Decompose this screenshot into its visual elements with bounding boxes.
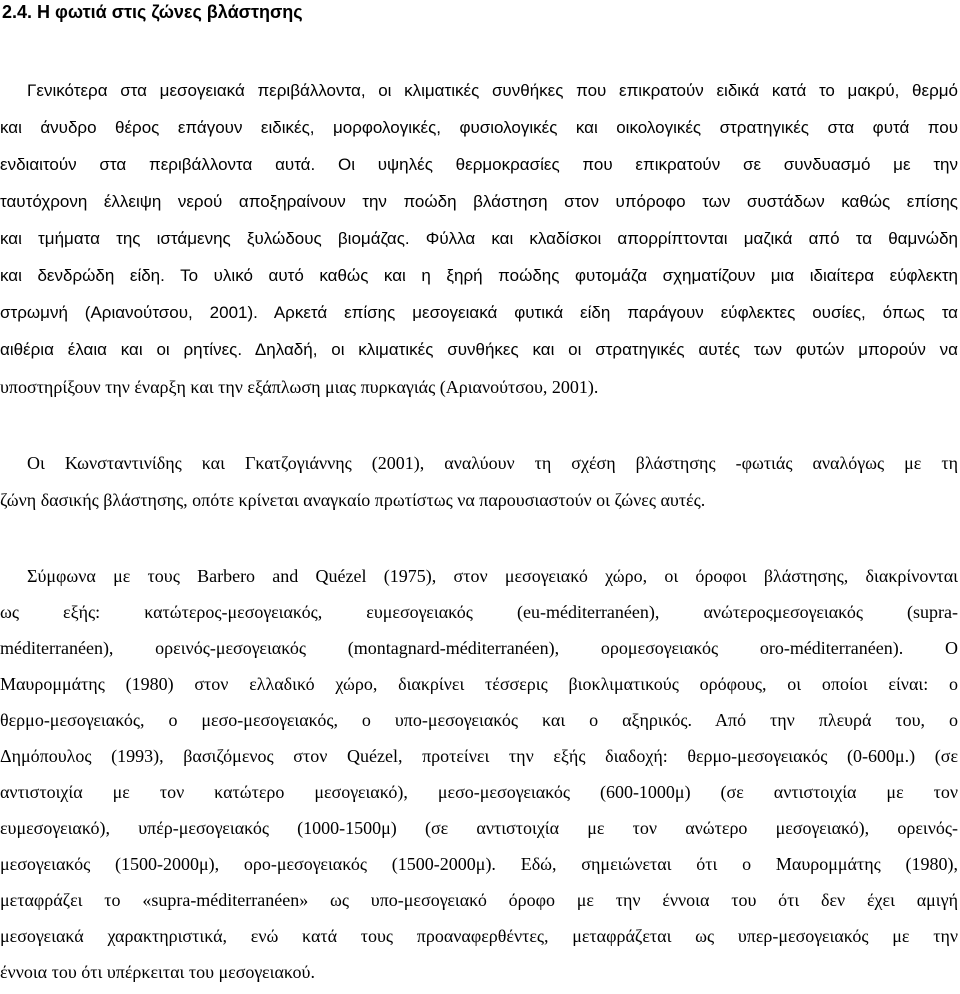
paragraph-line: Γενικότερα στα μεσογειακά περιβάλλοντα, οι κλιματικές συνθήκες που επικρατούν ειδικά κατά το μακρύ, θερμό bbox=[27, 81, 958, 100]
paragraph-line: ευμεσογειακό), υπέρ-μεσογειακός (1000-1500μ) (σε αντιστοιχία με τον ανώτερο μεσογειακό), ορεινός- bbox=[0, 818, 958, 838]
paragraph-line: Δημόπουλος (1993), βασιζόμενος στον Quézel, προτείνει την εξής διαδοχή: θερμο-μεσογειακός (0-600μ.) (σε bbox=[0, 746, 958, 766]
paragraph-line: έννοια του ότι υπέρκειται του μεσογειακού. bbox=[0, 962, 315, 982]
paragraph-line: θερμο-μεσογειακός, ο μεσο-μεσογειακός, ο υπο-μεσογειακός και ο αξηρικός. Από την πλευρά του, ο bbox=[0, 710, 958, 730]
paragraph-line: Οι Κωνσταντινίδης και Γκατζογιάννης (2001), αναλύουν τη σχέση βλάστησης -φωτιάς αναλόγως με τη bbox=[27, 453, 958, 473]
paragraph-line: ως εξής: κατώτερος-μεσογειακός, ευμεσογειακός (eu-méditerranéen), ανώτεροςμεσογειακός (supra- bbox=[0, 602, 958, 622]
paragraph-line: μεσογειακός (1500-2000μ), ορο-μεσογειακός (1500-2000μ). Εδώ, σημειώνεται ότι ο Μαυρομμάτης (1980), bbox=[0, 854, 958, 874]
paragraph-line: méditerranéen), ορεινός-μεσογειακός (montagnard-méditerranéen), ορομεσογειακός oro-méditerranéen). Ο bbox=[0, 638, 958, 658]
section-heading: 2.4. Η φωτιά στις ζώνες βλάστησης bbox=[2, 2, 303, 22]
paragraph-line: και άνυδρο θέρος επάγουν ειδικές, μορφολογικές, φυσιολογικές και οικολογικές στρατηγικές στα φυτά που bbox=[0, 118, 958, 137]
paragraph-line: ενδιαιτούν στα περιβάλλοντα αυτά. Οι υψηλές θερμοκρασίες που επικρατούν σε συνδυασμό με την bbox=[0, 155, 958, 174]
paragraph-line: Μαυρομμάτης (1980) στον ελλαδικό χώρο, διακρίνει τέσσερις βιοκλιματικούς ορόφους, οι οποίοι είναι: ο bbox=[0, 674, 958, 694]
paragraph-line: ταυτόχρονη έλλειψη νερού αποξηραίνουν την ποώδη βλάστηση στον υπόροφο των συστάδων καθώς επίσης bbox=[0, 192, 958, 211]
paragraph-line: υποστηρίξουν την έναρξη και την εξάπλωση μιας πυρκαγιάς (Αριανούτσου, 2001). bbox=[0, 377, 599, 397]
paragraph-line: αιθέρια έλαια και οι ρητίνες. Δηλαδή, οι κλιματικές συνθήκες και οι στρατηγικές αυτές των φυτών μπορούν να bbox=[0, 340, 958, 359]
paragraph-line: και τμήματα της ιστάμενης ξυλώδους βιομάζας. Φύλλα και κλαδίσκοι απορρίπτονται μαζικά από τα θαμνώδη bbox=[0, 229, 958, 248]
paragraph-line: μεσογειακά χαρακτηριστικά, ενώ κατά τους προαναφερθέντες, μεταφράζεται ως υπερ-μεσογειακός με την bbox=[0, 926, 958, 946]
paragraph-line: στρωμνή (Αριανούτσου, 2001). Αρκετά επίσης μεσογειακά φυτικά είδη παράγουν εύφλεκτες ουσίες, όπως τα bbox=[0, 303, 958, 322]
paragraph-line: ζώνη δασικής βλάστησης, οπότε κρίνεται αναγκαίο πρωτίστως να παρουσιαστούν οι ζώνες αυτές. bbox=[0, 490, 706, 510]
paragraph-line: και δενδρώδη είδη. Το υλικό αυτό καθώς και η ξηρή ποώδης φυτομάζα σχηματίζουν μια ιδιαίτερα εύφλεκτη bbox=[0, 266, 958, 285]
paragraph-line: Σύμφωνα με τους Barbero and Quézel (1975), στον μεσογειακό χώρο, οι όροφοι βλάστησης, διακρίνονται bbox=[27, 566, 958, 586]
paragraph-line: αντιστοιχία με τον κατώτερο μεσογειακό), μεσο-μεσογειακός (600-1000μ) (σε αντιστοιχία με τον bbox=[0, 782, 958, 802]
paragraph-line: μεταφράζει το «supra-méditerranéen» ως υπο-μεσογειακό όροφο με την έννοια του ότι δεν έχει αμιγή bbox=[0, 890, 958, 910]
